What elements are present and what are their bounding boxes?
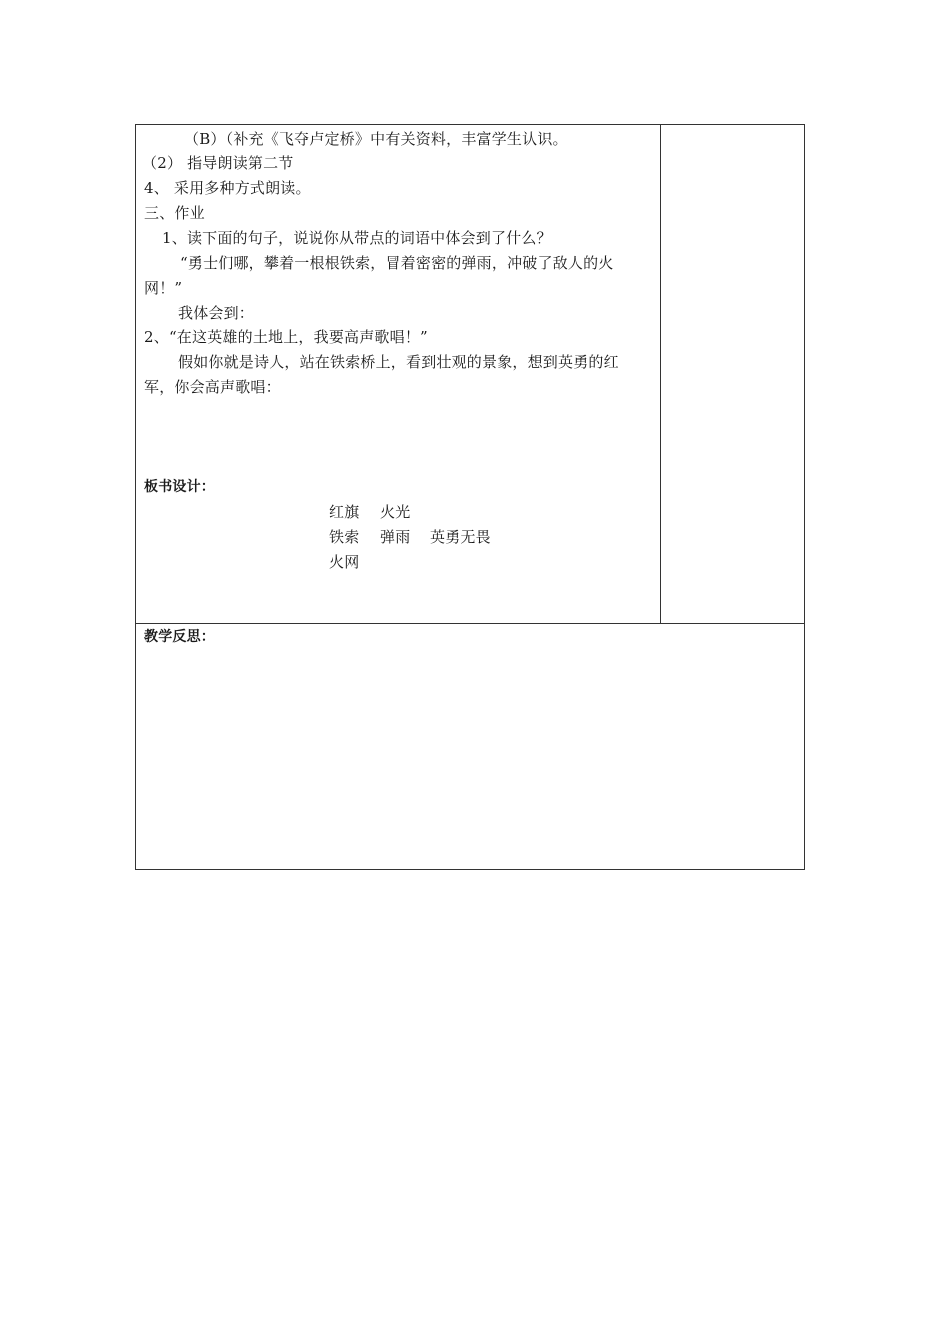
lesson-line-question-1: 1、读下面的句子，说说你从带点的词语中体会到了什么？ — [162, 229, 552, 247]
board-word-fire-net: 火网 — [329, 553, 360, 571]
lesson-line-poet-prompt-cont: 军，你会高声歌唱： — [144, 378, 281, 396]
board-word-iron-chain: 铁索 — [329, 528, 360, 546]
lesson-plan-table — [135, 124, 805, 870]
lesson-line-poet-prompt: 假如你就是诗人，站在铁索桥上，看到壮观的景象，想到英勇的红 — [178, 353, 619, 371]
teaching-reflection-cell — [136, 624, 804, 869]
lesson-line-i-understand: 我体会到： — [178, 304, 255, 322]
board-word-red-flag: 红旗 — [329, 503, 360, 521]
lesson-line-supplement: （B）（补充《飞夺卢定桥》中有关资料，丰富学生认识。 — [184, 130, 568, 148]
board-design-heading: 板书设计： — [144, 479, 215, 495]
lesson-line-homework-heading: 三、作业 — [144, 204, 205, 222]
lesson-line-quote-1-cont: 网！” — [144, 279, 183, 297]
lesson-content-cell — [136, 125, 661, 624]
lesson-line-question-2: 2、“在这英雄的土地上，我要高声歌唱！” — [144, 328, 428, 346]
lesson-line-multiple-reading: 4、 采用多种方式朗读。 — [144, 179, 311, 197]
side-notes-cell — [661, 125, 804, 624]
teaching-reflection-heading: 教学反思： — [144, 629, 215, 645]
lesson-line-guide-reading: （2） 指导朗读第二节 — [142, 154, 294, 172]
board-word-firelight: 火光 — [380, 503, 411, 521]
lesson-line-quote-1: “勇士们哪，攀着一根根铁索，冒着密密的弹雨，冲破了敌人的火 — [180, 254, 614, 272]
board-word-bullet-rain: 弹雨 — [380, 528, 411, 546]
board-word-fearless: 英勇无畏 — [430, 528, 491, 546]
